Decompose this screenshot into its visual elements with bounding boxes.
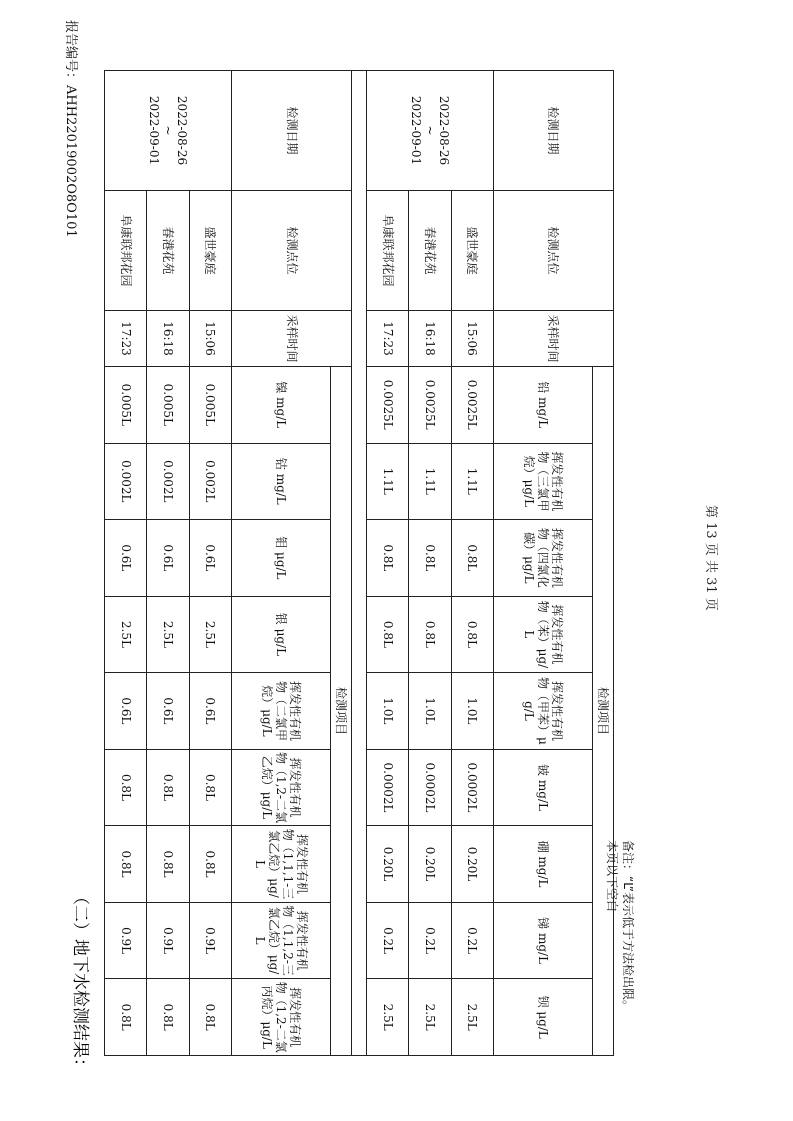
table1-header-date: 检测日期 xyxy=(494,71,614,191)
table2-item-header: 钼 μg/L xyxy=(232,520,331,597)
table1-value: 0.8L xyxy=(409,596,451,673)
table2-time: 17:23 xyxy=(105,311,147,367)
table1-site: 阜康联邦花园 xyxy=(367,191,409,311)
date-end: 2022-09-01 xyxy=(147,95,162,166)
table2-header-time: 采样时间 xyxy=(232,311,352,367)
table1-item-header: 铅 mg/L xyxy=(494,367,593,444)
table2-row xyxy=(189,71,231,1056)
table2-item-header: 挥发性有机物（1,1,1-三氯乙烷）μg/L xyxy=(232,826,331,903)
table-spacer-row xyxy=(352,71,367,1056)
table2-value: 0.9L xyxy=(147,902,189,979)
table2-value: 0.6L xyxy=(105,673,147,750)
table2-value: 2.5L xyxy=(105,596,147,673)
table2-value: 0.8L xyxy=(105,826,147,903)
table1-value: 2.5L xyxy=(409,979,451,1056)
table1-item-header: 锑 mg/L xyxy=(494,902,593,979)
table2-item-header: 钴 mg/L xyxy=(232,443,331,520)
table-note xyxy=(604,840,636,1012)
table2-value: 0.8L xyxy=(105,749,147,826)
table1-value: 0.2L xyxy=(367,902,409,979)
table2-item-header: 挥发性有机物（1,1,2-三氯乙烷）μg/L xyxy=(232,902,331,979)
date-start: 2022-08-26 xyxy=(175,95,190,166)
table-spacer xyxy=(352,71,367,1056)
table2-value: 0.6L xyxy=(105,520,147,597)
table2-site: 盛世豪庭 xyxy=(189,191,231,311)
date-start: 2022-08-26 xyxy=(437,95,452,166)
date-sep: ~ xyxy=(161,125,176,136)
table1-row xyxy=(367,71,409,1056)
table2-row xyxy=(147,71,189,1056)
table2-value: 0.9L xyxy=(105,902,147,979)
table2-header-date: 检测日期 xyxy=(232,71,352,191)
table2-value: 0.8L xyxy=(189,749,231,826)
table2-item-header: 银 μg/L xyxy=(232,596,331,673)
table1-value: 0.8L xyxy=(451,520,493,597)
table2-value: 0.8L xyxy=(189,979,231,1056)
table2-row xyxy=(105,71,147,1056)
table1-value: 0.0025L xyxy=(367,367,409,444)
report-number: 报告编号：AHH22019002O8O101 xyxy=(63,20,78,238)
note-line: 备注：“L”表示低于方法检出限。 xyxy=(621,840,635,1012)
table1-value: 1.1L xyxy=(367,443,409,520)
table1-value: 2.5L xyxy=(451,979,493,1056)
table2-item-header: 镍 mg/L xyxy=(232,367,331,444)
table1-time: 15:06 xyxy=(451,311,493,367)
table1-item-header: 挥发性有机物（苯）μg/L xyxy=(494,596,593,673)
table1-value: 0.20L xyxy=(451,826,493,903)
table2-header-group: 检测项目 xyxy=(331,367,352,1056)
table2-value: 0.6L xyxy=(147,673,189,750)
table1-value: 0.20L xyxy=(409,826,451,903)
section-title: （二）地下水检测结果： xyxy=(70,888,90,1075)
table1-item-header: 挥发性有机物（甲苯）μg/L xyxy=(494,673,593,750)
table1-item-header: 铍 mg/L xyxy=(494,749,593,826)
date-sep: ~ xyxy=(423,125,438,136)
table2-item-header: 挥发性有机物（1,2-二氯丙烷）μg/L xyxy=(232,979,331,1056)
date-end: 2022-09-01 xyxy=(409,95,424,166)
table2-value: 2.5L xyxy=(147,596,189,673)
table1-header-time: 采样时间 xyxy=(494,311,614,367)
page-number: 第 13 页 共 31 页 xyxy=(703,505,718,611)
table2-value: 2.5L xyxy=(189,596,231,673)
table1-value: 0.0025L xyxy=(451,367,493,444)
table1-value: 0.0002L xyxy=(409,749,451,826)
table2-time: 15:06 xyxy=(189,311,231,367)
table2-value: 0.9L xyxy=(189,902,231,979)
table2-value: 0.002L xyxy=(147,443,189,520)
table1-header-group: 检测项目 xyxy=(593,367,614,1056)
table1-value: 0.2L xyxy=(451,902,493,979)
table1-site: 盛世豪庭 xyxy=(451,191,493,311)
table1-row xyxy=(451,71,493,1056)
table1-value: 0.0025L xyxy=(409,367,451,444)
table2-value: 0.8L xyxy=(105,979,147,1056)
table1-time: 16:18 xyxy=(409,311,451,367)
table2-value: 0.005L xyxy=(147,367,189,444)
table1-value: 1.0L xyxy=(409,673,451,750)
table2-value: 0.6L xyxy=(147,520,189,597)
table1-value: 0.8L xyxy=(367,520,409,597)
results-table-container xyxy=(104,70,614,1056)
table1-header-site: 检测点位 xyxy=(494,191,614,311)
table2-value: 0.002L xyxy=(189,443,231,520)
table1-value: 0.20L xyxy=(367,826,409,903)
table1-item-header: 钡 μg/L xyxy=(494,979,593,1056)
table1-row xyxy=(409,71,451,1056)
table1-value: 0.8L xyxy=(451,596,493,673)
table2-time: 16:18 xyxy=(147,311,189,367)
table1-value: 1.1L xyxy=(451,443,493,520)
table2-header-group-row xyxy=(331,71,352,1056)
table2-value: 0.8L xyxy=(147,749,189,826)
table1-value: 0.0002L xyxy=(367,749,409,826)
table1-value: 0.2L xyxy=(409,902,451,979)
table2-item-header: 挥发性有机物（二氯甲烷）μg/L xyxy=(232,673,331,750)
table1-value: 1.1L xyxy=(409,443,451,520)
table2-value: 0.6L xyxy=(189,673,231,750)
table1-item-header: 挥发性有机物（四氯化碳）μg/L xyxy=(494,520,593,597)
table2-date-cell xyxy=(105,71,232,191)
table1-value: 0.0002L xyxy=(451,749,493,826)
table1-item-header: 挥发性有机物（三氯甲烷）μg/L xyxy=(494,443,593,520)
table1-date-cell xyxy=(367,71,494,191)
table2-site: 阜康联邦花园 xyxy=(105,191,147,311)
table2-header-site: 检测点位 xyxy=(232,191,352,311)
table1-time: 17:23 xyxy=(367,311,409,367)
table1-value: 0.8L xyxy=(367,596,409,673)
table2-value: 0.8L xyxy=(189,826,231,903)
table2-value: 0.005L xyxy=(105,367,147,444)
table1-value: 2.5L xyxy=(367,979,409,1056)
table2-value: 0.8L xyxy=(147,979,189,1056)
table1-value: 0.8L xyxy=(409,520,451,597)
table2-item-header: 挥发性有机物（1,2-二氯乙烷）μg/L xyxy=(232,749,331,826)
table1-value: 1.0L xyxy=(451,673,493,750)
table1-value: 1.0L xyxy=(367,673,409,750)
table1-item-header: 硼 mg/L xyxy=(494,826,593,903)
table1-site: 春港花苑 xyxy=(409,191,451,311)
table2-value: 0.005L xyxy=(189,367,231,444)
table2-site: 春港花苑 xyxy=(147,191,189,311)
note-line: 本页以下空白 xyxy=(605,840,619,913)
table2-value: 0.8L xyxy=(147,826,189,903)
groundwater-results-table xyxy=(104,70,614,1056)
table2-value: 0.002L xyxy=(105,443,147,520)
table2-value: 0.6L xyxy=(189,520,231,597)
